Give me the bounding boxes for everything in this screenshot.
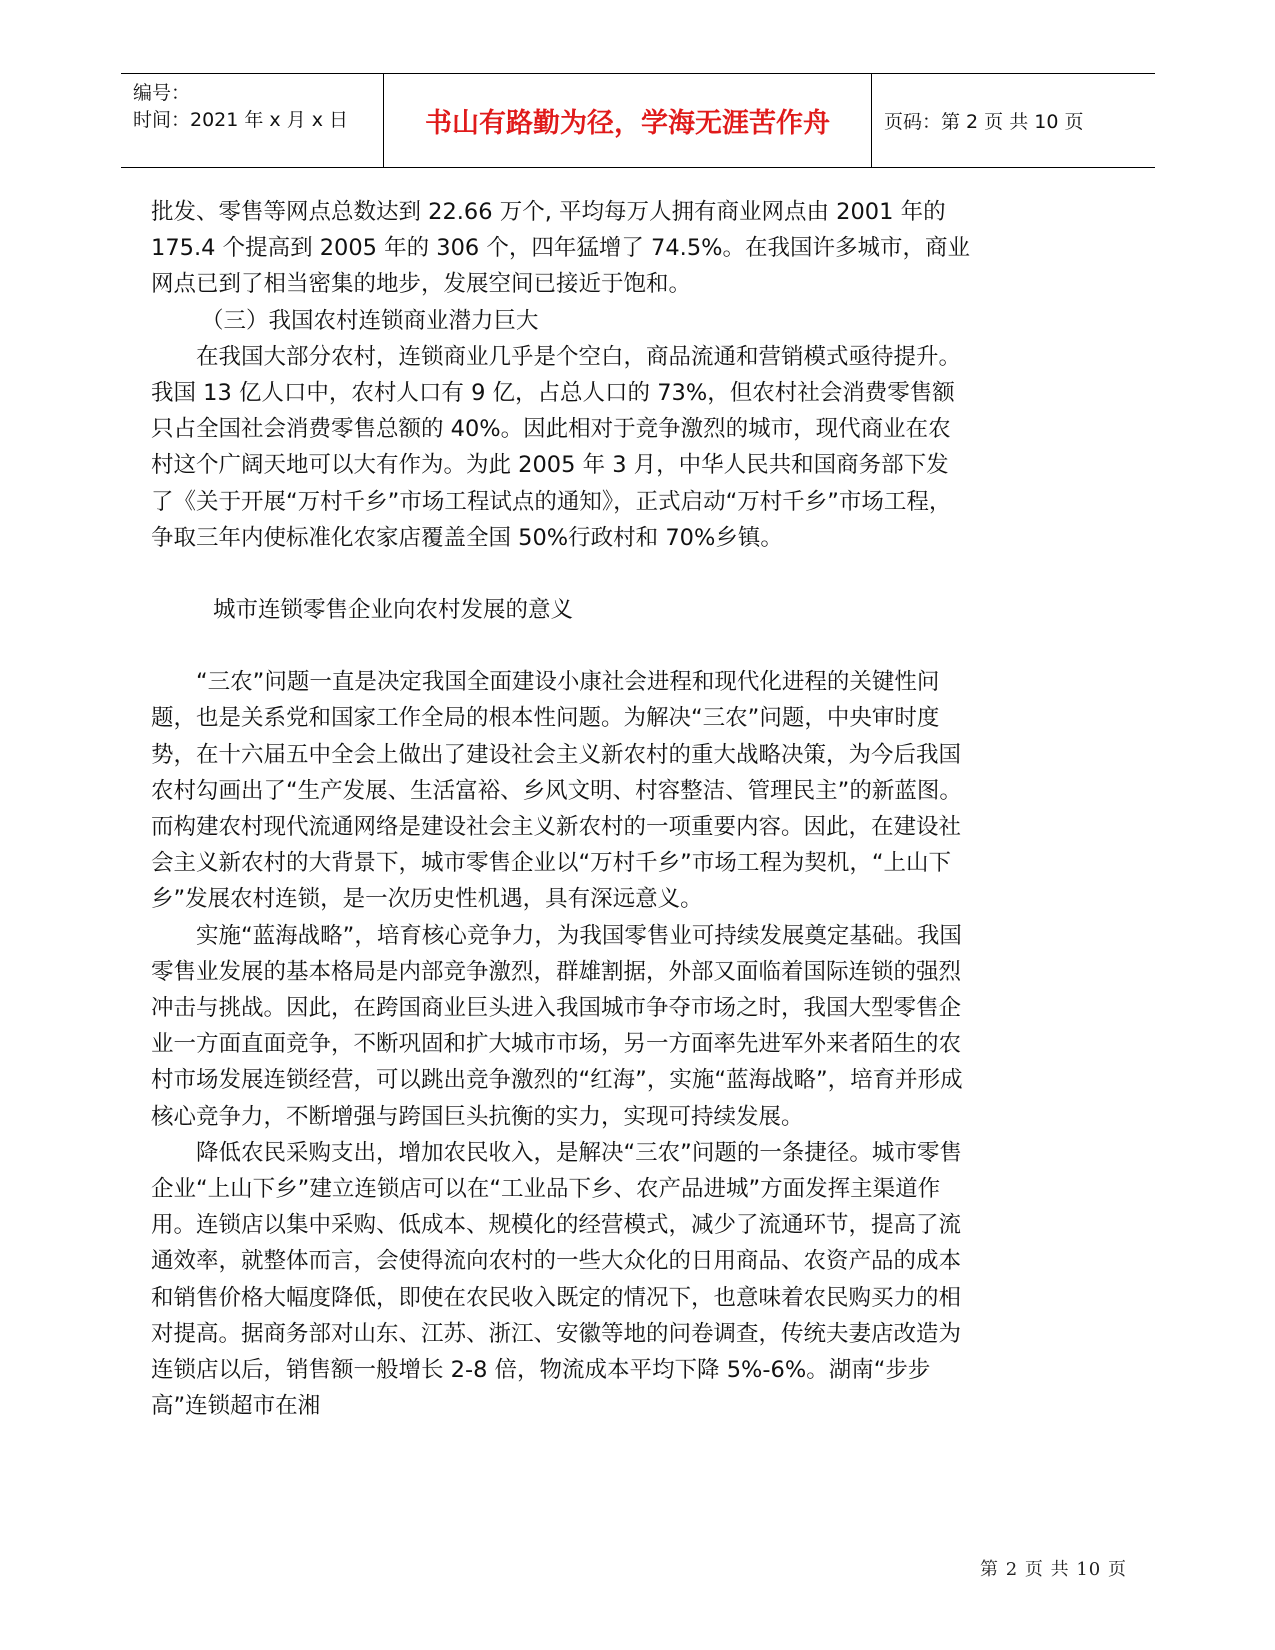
paragraph-reduce-costs: 降低农民采购支出，增加农民收入，是解决“三农”问题的一条捷径。城市零售企业“上山下乡”建立连锁店可以在“工业品下乡、农产品进城”方面发挥主渠道作用。连锁店以集中采购、低成本、规模化的经营模式，减少了流通环节，提高了流通效率，就整体而言，会使得流向农村的一些大众化的日用商品、农资产品的成本和销售价格大幅度降低，即使在农民收入既定的情况下，也意味着农民购买力的相对提高。据商务部对山东、江苏、浙江、安徽等地的问卷调查，传统夫妻店改造为连锁店以后，销售额一般增长 2-8 倍，物流成本平均下降 5%-6%。湖南“步步高”连锁超市在湘 [151,1139,962,1420]
paragraph-network-stats: 批发、零售等网点总数达到 22.66 万个, 平均每万人拥有商业网点由 2001 年的 175.4 个提高到 2005 年的 306 个，四年猛增了 74.5%。在我国许多城市，商业网点已到了相当密集的地步，发展空间已接近于饱和。 [151,199,971,298]
header-page-info: 页码：第 2 页 共 10 页 [884,111,1084,133]
section-title: 城市连锁零售企业向农村发展的意义 [213,597,574,624]
document-date: 时间：2021 年 x 月 x 日 [133,109,349,131]
page-footer: 第 2 页 共 10 页 [980,1559,1127,1580]
document-body [151,194,971,1425]
header-meta [121,74,384,167]
document-number-label: 编号： [133,82,191,104]
page-header [121,73,1155,168]
subheading-rural-potential: （三）我国农村连锁商业潜力巨大 [201,307,539,334]
paragraph-rural-market: 在我国大部分农村，连锁商业几乎是个空白，商品流通和营销模式亟待提升。我国 13 亿人口中，农村人口有 9 亿，占总人口的 73%，但农村社会消费零售额只占全国社会消费零售总额的 40%。因此相对于竞争激烈的城市，现代商业在农村这个广阔天地可以大有作为。为此 2005 年 3 月，中华人民共和国商务部下发了《关于开展“万村千乡”市场工程试点的通知》，正式启动“万村千乡”市场工程，争取三年内使标准化农家店覆盖全国 50%行政村和 70%乡镇。 [151,343,962,551]
paragraph-three-rural-issues: “三农”问题一直是决定我国全面建设小康社会进程和现代化进程的关键性问题，也是关系党和国家工作全局的根本性问题。为解决“三农”问题，中央审时度势，在十六届五中全会上做出了建设社会主义新农村的重大战略决策，为今后我国农村勾画出了“生产发展、生活富裕、乡风文明、村容整洁、管理民主”的新蓝图。而构建农村现代流通网络是建设社会主义新农村的一项重要内容。因此，在建设社会主义新农村的大背景下，城市零售企业以“万村千乡”市场工程为契机，“上山下乡”发展农村连锁，是一次历史性机遇，具有深远意义。 [151,669,962,913]
header-motto: 书山有路勤为径，学海无涯苦作舟 [384,74,872,167]
paragraph-blue-ocean: 实施“蓝海战略”，培育核心竞争力，为我国零售业可持续发展奠定基础。我国零售业发展的基本格局是内部竞争激烈，群雄割据，外部又面临着国际连锁的强烈冲击与挑战。因此，在跨国商业巨头进入我国城市争夺市场之时，我国大型零售企业一方面直面竞争，不断巩固和扩大城市市场，另一方面率先进军外来者陌生的农村市场发展连锁经营，可以跳出竞争激烈的“红海”，实施“蓝海战略”，培育并形成核心竞争力，不断增强与跨国巨头抗衡的实力，实现可持续发展。 [151,922,963,1130]
